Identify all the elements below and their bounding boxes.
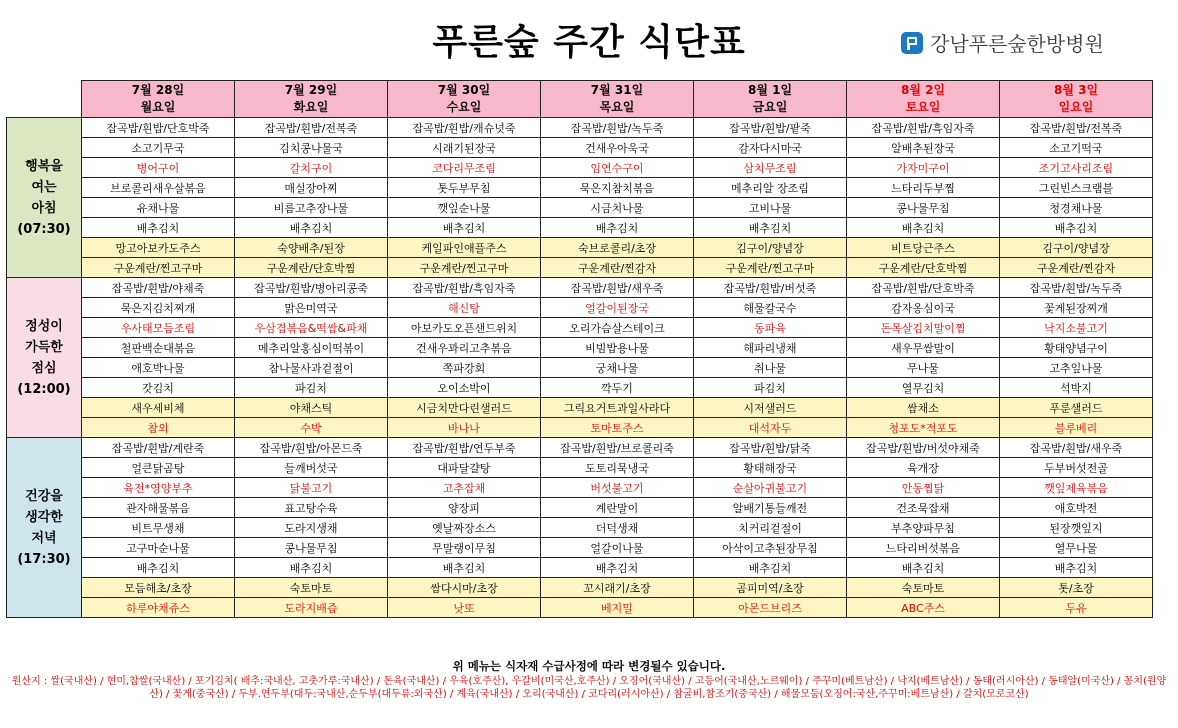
day-date: 8월 2일: [900, 83, 946, 97]
menu-item: 구운계란/찐감자: [1000, 258, 1153, 278]
dinner-menu-row: [7, 458, 1153, 478]
menu-item: 유채나물: [82, 198, 235, 218]
menu-item: 얼갈이나물: [541, 538, 694, 558]
menu-item: 구운계란/단호박찜: [235, 258, 388, 278]
day-header: [694, 81, 847, 118]
menu-item: 순살아귀불고기: [694, 478, 847, 498]
menu-item: 오리가슴살스테이크: [541, 318, 694, 338]
menu-item: 무말랭이무침: [388, 538, 541, 558]
lunch-menu-row: [7, 298, 1153, 318]
menu-item: 버섯불고기: [541, 478, 694, 498]
dinner-menu-row: [7, 598, 1153, 618]
menu-item: 비트당근주스: [847, 238, 1000, 258]
menu-item: 오이소박이: [388, 378, 541, 398]
hospital-logo: [900, 28, 1104, 57]
menu-item: 쌈다시마/초장: [388, 578, 541, 598]
rice-cell: 잡곡밥/흰밥/단호박죽: [847, 278, 1000, 298]
day-header: [847, 81, 1000, 118]
rice-cell: 잡곡밥/흰밥/계란죽: [82, 438, 235, 458]
menu-item: 양장피: [388, 498, 541, 518]
menu-item: 맑은미역국: [235, 298, 388, 318]
lunch-menu-row: [7, 398, 1153, 418]
menu-item: 갓김치: [82, 378, 235, 398]
menu-item: 우사태모듬조림: [82, 318, 235, 338]
breakfast-menu-row: [7, 198, 1153, 218]
rice-cell: 잡곡밥/흰밥/야채죽: [82, 278, 235, 298]
breakfast-menu-row: [7, 158, 1153, 178]
menu-item: 배추김치: [82, 218, 235, 238]
menu-item: 배추김치: [388, 218, 541, 238]
menu-item: 무나물: [847, 358, 1000, 378]
menu-item: 낫또: [388, 598, 541, 618]
rice-cell: 잡곡밥/흰밥/팥죽: [694, 118, 847, 138]
rice-cell: 잡곡밥/흰밥/새우죽: [541, 278, 694, 298]
menu-item: 배추김치: [1000, 558, 1153, 578]
menu-item: 도라지배즙: [235, 598, 388, 618]
menu-item: 시금치나물: [541, 198, 694, 218]
dinner-menu-row: [7, 518, 1153, 538]
dinner-menu-row: [7, 538, 1153, 558]
menu-item: 배추김치: [694, 558, 847, 578]
menu-item: 코다리무조림: [388, 158, 541, 178]
menu-item: 조기고사리조림: [1000, 158, 1153, 178]
menu-item: 도라지생채: [235, 518, 388, 538]
menu-item: 열무나물: [1000, 538, 1153, 558]
day-weekday: 수요일: [446, 100, 482, 114]
day-weekday: 월요일: [140, 100, 176, 114]
rice-cell: 잡곡밥/흰밥/전복죽: [1000, 118, 1153, 138]
menu-item: 배추김치: [1000, 218, 1153, 238]
menu-item: 애호박나물: [82, 358, 235, 378]
menu-item: 애호박전: [1000, 498, 1153, 518]
menu-item: 소고기무국: [82, 138, 235, 158]
menu-item: 아몬드브리즈: [694, 598, 847, 618]
rice-cell: 잡곡밥/흰밥/녹두죽: [1000, 278, 1153, 298]
menu-item: 바나나: [388, 418, 541, 438]
rice-cell: 잡곡밥/흰밥/연두부죽: [388, 438, 541, 458]
rice-cell: 잡곡밥/흰밥/캐슈넛죽: [388, 118, 541, 138]
menu-item: 계란말이: [541, 498, 694, 518]
day-date: 8월 1일: [747, 83, 793, 97]
menu-item: 배추김치: [847, 558, 1000, 578]
menu-item: 배추김치: [541, 218, 694, 238]
menu-item: 고구마순나물: [82, 538, 235, 558]
menu-item: 얼큰닭곰탕: [82, 458, 235, 478]
menu-item: 안동찜닭: [847, 478, 1000, 498]
menu-item: 파김치: [694, 378, 847, 398]
menu-item: 궁채나물: [541, 358, 694, 378]
menu-item: 깻잎순나물: [388, 198, 541, 218]
rice-cell: 잡곡밥/흰밥/병아리콩죽: [235, 278, 388, 298]
corner-cell: [7, 81, 82, 118]
menu-item: 건새우아욱국: [541, 138, 694, 158]
menu-item: 망고아보카도주스: [82, 238, 235, 258]
menu-item: 황태양념구이: [1000, 338, 1153, 358]
menu-item: 돈목살김치말이찜: [847, 318, 1000, 338]
rice-cell: 잡곡밥/흰밥/아몬드죽: [235, 438, 388, 458]
day-header: [388, 81, 541, 118]
menu-item: 참나물사과겉절이: [235, 358, 388, 378]
menu-item: 비름고추장나물: [235, 198, 388, 218]
menu-item: 아보카도오픈샌드위치: [388, 318, 541, 338]
menu-item: 감자다시마국: [694, 138, 847, 158]
menu-item: 수박: [235, 418, 388, 438]
menu-item: 아삭이고추된장무침: [694, 538, 847, 558]
hospital-name: 강남푸른숲한방병원: [930, 32, 1104, 56]
menu-item: 곰피미역/초장: [694, 578, 847, 598]
menu-item: 매실장아찌: [235, 178, 388, 198]
menu-item: 들깨버섯국: [235, 458, 388, 478]
menu-item: 더덕생채: [541, 518, 694, 538]
menu-item: 콩나물무침: [235, 538, 388, 558]
rice-cell: 잡곡밥/흰밥/닭죽: [694, 438, 847, 458]
menu-item: 구운계란/단호박찜: [847, 258, 1000, 278]
menu-item: 숙양배추/된장: [235, 238, 388, 258]
menu-item: 육전*영양부추: [82, 478, 235, 498]
menu-item: 묵은지참치볶음: [541, 178, 694, 198]
menu-item: 건새우꽈리고추볶음: [388, 338, 541, 358]
origin-info: 원산지 : 쌀(국내산) / 현미,찹쌀(국내산) / 포기김치( 배추:국내산, 고춧가루:국내산) / 돈육(국내산) / 우육(호주산), 우갈비(미국산,호주산) / 오징어(국내산) / 고등어(국내산,노르웨이) / 주꾸미(베트남산) / 낙지(베트남산) / 동태(러시아산) / 동태알(미국산) / 꽁치(원양산) / 꽃게(중국산) / 두부.연두부(대두:국내산,순두부(대두류:외국산) / 계육(국내산) / 오리(국내산) / 코다리(러시아산) / 참굴비,참조기(중국산) / 해물모둠(오징어:국산,주꾸미:베트남산) / 갈치(모로코산): [11, 676, 1167, 700]
menu-item: 해파리냉채: [694, 338, 847, 358]
menu-item: 감자옹심이국: [847, 298, 1000, 318]
menu-item: 알배추된장국: [847, 138, 1000, 158]
menu-item: 임연수구이: [541, 158, 694, 178]
change-notice: 위 메뉴는 식자재 수급사정에 따라 변경될수 있습니다.: [452, 659, 726, 673]
menu-item: 구운계란/찐고구마: [388, 258, 541, 278]
day-date: 7월 30일: [437, 83, 491, 97]
breakfast-menu-row: [7, 258, 1153, 278]
rice-cell: 잡곡밥/흰밥/흑임자죽: [847, 118, 1000, 138]
menu-item: 메추리알홍심이떡볶이: [235, 338, 388, 358]
rice-cell: 잡곡밥/흰밥/단호박죽: [82, 118, 235, 138]
dinner-label-line: 건강을: [25, 488, 63, 504]
menu-item: 묵은지김치찌개: [82, 298, 235, 318]
breakfast-label-line: 아침: [31, 200, 57, 216]
menu-item: 대파달걀탕: [388, 458, 541, 478]
lunch-menu-row: [7, 378, 1153, 398]
menu-item: 관자해물볶음: [82, 498, 235, 518]
day-header-row: [7, 81, 1153, 118]
menu-item: 도토리묵냉국: [541, 458, 694, 478]
menu-item: 김치콩나물국: [235, 138, 388, 158]
menu-item: 삼치무조림: [694, 158, 847, 178]
menu-item: 가자미구이: [847, 158, 1000, 178]
menu-item: 깍두기: [541, 378, 694, 398]
menu-item: 야채스틱: [235, 398, 388, 418]
menu-item: 열무김치: [847, 378, 1000, 398]
menu-item: 얼갈이된장국: [541, 298, 694, 318]
day-weekday: 화요일: [293, 100, 329, 114]
menu-item: 케일파인애플주스: [388, 238, 541, 258]
menu-item: 브로콜리새우살볶음: [82, 178, 235, 198]
menu-item: 느타리두부찜: [847, 178, 1000, 198]
menu-item: 고추잡채: [388, 478, 541, 498]
menu-item: 참외: [82, 418, 235, 438]
menu-item: 구운계란/찐고구마: [82, 258, 235, 278]
menu-item: 철판백순대볶음: [82, 338, 235, 358]
menu-item: 배추김치: [235, 558, 388, 578]
lunch-rice-row: [7, 278, 1153, 298]
dinner-menu-row: [7, 478, 1153, 498]
menu-item: 꽃게된장찌개: [1000, 298, 1153, 318]
menu-item: 배추김치: [541, 558, 694, 578]
menu-item: 톳두부무침: [388, 178, 541, 198]
menu-item: 콩나물무침: [847, 198, 1000, 218]
lunch-menu-row: [7, 318, 1153, 338]
menu-item: 베지밀: [541, 598, 694, 618]
menu-item: ABC주스: [847, 598, 1000, 618]
hospital-logo-icon: [900, 31, 924, 55]
menu-item: 부추양파무침: [847, 518, 1000, 538]
menu-item: 숙토마토: [235, 578, 388, 598]
menu-item: 쌈채소: [847, 398, 1000, 418]
lunch-label-line: 점심: [31, 360, 57, 376]
breakfast-menu-row: [7, 138, 1153, 158]
lunch-label: [7, 278, 82, 438]
menu-item: 소고기떡국: [1000, 138, 1153, 158]
menu-item: 닭불고기: [235, 478, 388, 498]
menu-item: 된장깻잎지: [1000, 518, 1153, 538]
menu-item: 청경채나물: [1000, 198, 1153, 218]
lunch-label-line: 가득한: [25, 339, 63, 355]
menu-item: 비빔밥용나물: [541, 338, 694, 358]
menu-item: 숙브로콜리/초장: [541, 238, 694, 258]
menu-item: 동파육: [694, 318, 847, 338]
dinner-label-line: 저녁: [31, 530, 57, 546]
menu-item: 블루베리: [1000, 418, 1153, 438]
day-weekday: 토요일: [905, 100, 941, 114]
menu-item: 꼬시래기/초장: [541, 578, 694, 598]
menu-item: 숙토마토: [847, 578, 1000, 598]
dinner-label: [7, 438, 82, 618]
day-header: [82, 81, 235, 118]
breakfast-menu-row: [7, 238, 1153, 258]
lunch-menu-row: [7, 418, 1153, 438]
lunch-label-line: 정성이: [25, 318, 63, 334]
menu-item: 김구이/양념장: [1000, 238, 1153, 258]
menu-item: 대석자두: [694, 418, 847, 438]
day-header: [1000, 81, 1153, 118]
breakfast-label-line: 행복을: [25, 158, 63, 174]
menu-item: 고추잎나물: [1000, 358, 1153, 378]
rice-cell: 잡곡밥/흰밥/버섯야채죽: [847, 438, 1000, 458]
day-date: 7월 28일: [131, 83, 185, 97]
menu-item: 낙지소불고기: [1000, 318, 1153, 338]
menu-item: 건조묵잡채: [847, 498, 1000, 518]
day-weekday: 금요일: [752, 100, 788, 114]
lunch-menu-row: [7, 338, 1153, 358]
menu-item: 새우세비체: [82, 398, 235, 418]
dinner-menu-row: [7, 498, 1153, 518]
menu-item: 배추김치: [82, 558, 235, 578]
menu-item: 갈치구이: [235, 158, 388, 178]
menu-item: 취나물: [694, 358, 847, 378]
breakfast-label: [7, 118, 82, 278]
lunch-label-line: (12:00): [17, 381, 71, 397]
dinner-menu-row: [7, 578, 1153, 598]
menu-item: 치커리겉절이: [694, 518, 847, 538]
menu-item: 그린빈스크램블: [1000, 178, 1153, 198]
menu-item: 시저샐러드: [694, 398, 847, 418]
day-date: 7월 29일: [284, 83, 338, 97]
rice-cell: 잡곡밥/흰밥/버섯죽: [694, 278, 847, 298]
menu-item: 하루야채쥬스: [82, 598, 235, 618]
menu-item: 표고탕수육: [235, 498, 388, 518]
menu-item: 구운계란/찐고구마: [694, 258, 847, 278]
dinner-label-line: 생각한: [25, 509, 63, 525]
menu-item: 석박지: [1000, 378, 1153, 398]
menu-item: 황태해장국: [694, 458, 847, 478]
menu-item: 모듬해초/초장: [82, 578, 235, 598]
rice-cell: 잡곡밥/흰밥/녹두죽: [541, 118, 694, 138]
menu-item: 깻잎제육볶음: [1000, 478, 1153, 498]
weekly-menu-table: [6, 80, 1153, 618]
menu-item: 배추김치: [694, 218, 847, 238]
breakfast-menu-row: [7, 218, 1153, 238]
rice-cell: 잡곡밥/흰밥/흑임자죽: [388, 278, 541, 298]
menu-item: 두부버섯전골: [1000, 458, 1153, 478]
menu-item: 새우무쌈말이: [847, 338, 1000, 358]
page-title: 푸른숲 주간 식단표: [432, 22, 746, 63]
menu-item: 배추김치: [388, 558, 541, 578]
menu-item: 느타리버섯볶음: [847, 538, 1000, 558]
menu-item: 두유: [1000, 598, 1153, 618]
menu-item: 김구이/양념장: [694, 238, 847, 258]
lunch-menu-row: [7, 358, 1153, 378]
dinner-menu-row: [7, 558, 1153, 578]
menu-item: 시금치만다린샐러드: [388, 398, 541, 418]
breakfast-rice-row: [7, 118, 1153, 138]
menu-item: 토마토주스: [541, 418, 694, 438]
dinner-label-line: (17:30): [17, 551, 71, 567]
menu-item: 옛날짜장소스: [388, 518, 541, 538]
breakfast-label-line: 여는: [31, 179, 57, 195]
menu-item: 배추김치: [847, 218, 1000, 238]
menu-item: 고비나물: [694, 198, 847, 218]
menu-item: 우삼겹볶음&떡쌈&파채: [235, 318, 388, 338]
rice-cell: 잡곡밥/흰밥/브로콜리죽: [541, 438, 694, 458]
rice-cell: 잡곡밥/흰밥/새우죽: [1000, 438, 1153, 458]
day-header: [541, 81, 694, 118]
menu-item: 병어구이: [82, 158, 235, 178]
menu-item: 해물칼국수: [694, 298, 847, 318]
rice-cell: 잡곡밥/흰밥/전복죽: [235, 118, 388, 138]
menu-item: 배추김치: [235, 218, 388, 238]
menu-item: 시래기된장국: [388, 138, 541, 158]
menu-item: 쪽파강회: [388, 358, 541, 378]
day-weekday: 일요일: [1058, 100, 1094, 114]
menu-item: 비트무생채: [82, 518, 235, 538]
menu-item: 메추리알 장조림: [694, 178, 847, 198]
day-weekday: 목요일: [599, 100, 635, 114]
menu-item: 푸룬샐러드: [1000, 398, 1153, 418]
menu-item: 해신탕: [388, 298, 541, 318]
menu-item: 그릭요거트과일사라다: [541, 398, 694, 418]
menu-item: 파김치: [235, 378, 388, 398]
breakfast-menu-row: [7, 178, 1153, 198]
menu-item: 알배기통들깨전: [694, 498, 847, 518]
dinner-rice-row: [7, 438, 1153, 458]
breakfast-label-line: (07:30): [17, 221, 71, 237]
menu-item: 육개장: [847, 458, 1000, 478]
menu-item: 청포도*적포도: [847, 418, 1000, 438]
menu-item: 톳/초장: [1000, 578, 1153, 598]
day-header: [235, 81, 388, 118]
menu-item: 구운계란/찐감자: [541, 258, 694, 278]
day-date: 8월 3일: [1053, 83, 1099, 97]
day-date: 7월 31일: [590, 83, 644, 97]
